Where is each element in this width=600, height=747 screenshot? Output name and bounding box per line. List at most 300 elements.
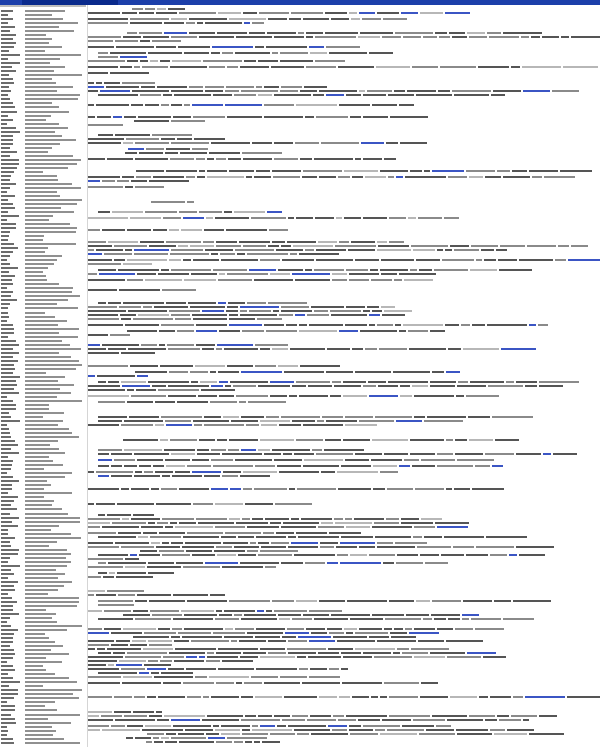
- text-word: [135, 371, 167, 373]
- tree-item-label: [1, 464, 12, 466]
- tree-item-label: [1, 336, 8, 338]
- text-word: [394, 90, 405, 92]
- text-line: [98, 651, 498, 654]
- text-line: [98, 400, 288, 403]
- text-word: [309, 676, 340, 678]
- text-word: [140, 40, 150, 42]
- text-word: [322, 416, 343, 418]
- text-word: [162, 554, 190, 556]
- text-word: [123, 263, 152, 265]
- tree-item-label: [1, 400, 13, 402]
- text-word: [130, 18, 169, 20]
- text-word: [140, 550, 157, 552]
- text-word: [272, 52, 278, 54]
- tree-item-detail: [25, 259, 57, 261]
- tree-item-label: [1, 167, 17, 169]
- text-word: [297, 733, 309, 735]
- text-word: [172, 475, 202, 477]
- tree-item-label: [1, 127, 16, 129]
- tree-item[interactable]: [0, 741, 86, 745]
- text-word: [102, 344, 139, 346]
- tree-item-label: [1, 175, 11, 177]
- text-line: [88, 157, 398, 160]
- text-word: [159, 550, 184, 552]
- text-word: [248, 401, 286, 403]
- text-word: [155, 424, 164, 426]
- text-word: [178, 632, 211, 634]
- text-word: [225, 104, 262, 106]
- tree-item-detail: [25, 336, 78, 338]
- text-word: [161, 488, 177, 490]
- text-word: [208, 737, 225, 739]
- text-word: [490, 696, 511, 698]
- text-word: [258, 385, 290, 387]
- text-word: [281, 310, 312, 312]
- text-word: [256, 628, 285, 630]
- text-word: [316, 249, 346, 251]
- text-word: [166, 241, 201, 243]
- tree-item-label: [1, 143, 13, 145]
- text-word: [207, 170, 227, 172]
- text-word: [319, 696, 337, 698]
- text-word: [191, 273, 217, 275]
- text-word: [268, 640, 286, 642]
- text-word: [411, 648, 449, 650]
- text-word: [289, 18, 301, 20]
- text-word: [342, 682, 382, 684]
- text-word: [88, 566, 123, 568]
- text-line: [88, 364, 342, 367]
- text-word: [161, 416, 202, 418]
- text-word: [268, 18, 287, 20]
- text-word: [229, 318, 255, 320]
- text-word: [527, 245, 556, 247]
- text-word: [187, 696, 201, 698]
- text-word: [151, 672, 159, 674]
- text-word: [161, 737, 169, 739]
- text-word: [88, 90, 98, 92]
- tree-item-label: [1, 577, 8, 579]
- text-word: [385, 618, 421, 620]
- text-word: [88, 279, 125, 281]
- tree-item-label: [1, 340, 16, 342]
- text-word: [405, 176, 446, 178]
- tree-item-label: [1, 364, 14, 366]
- text-word: [266, 416, 279, 418]
- text-word: [335, 522, 372, 524]
- text-word: [235, 459, 272, 461]
- tree-item-detail: [25, 593, 48, 595]
- text-word: [441, 554, 464, 556]
- text-word: [98, 449, 122, 451]
- text-word: [202, 348, 214, 350]
- text-word: [241, 719, 280, 721]
- text-word: [272, 600, 294, 602]
- text-word: [88, 245, 112, 247]
- text-word: [216, 741, 232, 743]
- text-word: [161, 269, 169, 271]
- main-text-pane[interactable]: [88, 5, 600, 747]
- tree-item-label: [1, 589, 15, 591]
- text-word: [454, 94, 489, 96]
- text-word: [88, 12, 120, 14]
- tree-item-label: [1, 267, 18, 269]
- tree-item-label: [1, 115, 8, 117]
- tree-item-label: [1, 537, 15, 539]
- text-word: [143, 306, 152, 308]
- tree-item-label: [1, 722, 16, 724]
- text-word: [470, 269, 497, 271]
- tree-item-label: [1, 561, 8, 563]
- text-word: [219, 395, 234, 397]
- text-word: [341, 536, 373, 538]
- text-line: [88, 141, 429, 144]
- text-line: [88, 714, 559, 717]
- text-line: [88, 557, 141, 560]
- text-word: [316, 259, 353, 261]
- text-word: [511, 66, 520, 68]
- text-word: [177, 138, 192, 140]
- text-word: [124, 465, 137, 467]
- text-word: [104, 253, 132, 255]
- text-word: [349, 12, 357, 14]
- text-word: [234, 546, 259, 548]
- text-word: [241, 618, 277, 620]
- text-word: [341, 652, 361, 654]
- text-word: [264, 453, 281, 455]
- text-word: [96, 82, 102, 84]
- tree-item-detail: [25, 139, 76, 141]
- text-word: [88, 668, 119, 670]
- text-word: [352, 176, 363, 178]
- tree-item-detail: [25, 496, 44, 498]
- text-word: [123, 676, 152, 678]
- text-word: [359, 628, 382, 630]
- tree-item-detail: [25, 340, 62, 342]
- text-word: [448, 348, 461, 350]
- text-line: [98, 268, 534, 271]
- tree-item-label: [1, 412, 9, 414]
- text-word: [242, 733, 268, 735]
- text-word: [390, 632, 407, 634]
- text-word: [122, 82, 155, 84]
- text-word: [523, 90, 550, 92]
- text-word: [312, 449, 322, 451]
- text-word: [268, 245, 279, 247]
- text-word: [542, 36, 559, 38]
- text-word: [375, 536, 411, 538]
- tree-item-label: [1, 448, 11, 450]
- text-word: [221, 259, 258, 261]
- text-word: [260, 648, 285, 650]
- text-word: [192, 459, 209, 461]
- text-word: [288, 640, 307, 642]
- text-word: [387, 729, 424, 731]
- text-word: [350, 733, 378, 735]
- text-word: [462, 614, 479, 616]
- text-word: [127, 60, 138, 62]
- text-word: [124, 116, 136, 118]
- text-word: [332, 273, 347, 275]
- text-word: [204, 416, 221, 418]
- text-word: [169, 310, 200, 312]
- tree-item-label: [1, 693, 18, 695]
- text-word: [457, 385, 486, 387]
- tree-item-detail: [25, 231, 76, 233]
- text-word: [412, 385, 428, 387]
- tree-item-label: [1, 705, 15, 707]
- text-word: [377, 249, 411, 251]
- text-word: [407, 90, 436, 92]
- text-word: [113, 116, 122, 118]
- text-word: [270, 522, 281, 524]
- text-word: [88, 503, 94, 505]
- text-word: [310, 52, 327, 54]
- text-word: [414, 416, 425, 418]
- text-word: [171, 719, 200, 721]
- text-word: [88, 36, 121, 38]
- text-line: [98, 55, 149, 58]
- text-word: [88, 82, 94, 84]
- tree-item-label: [1, 312, 8, 314]
- text-word: [161, 672, 193, 674]
- text-word: [145, 104, 159, 106]
- text-word: [227, 273, 268, 275]
- text-word: [214, 550, 245, 552]
- text-word: [284, 371, 324, 373]
- tree-item-detail: [25, 424, 58, 426]
- text-word: [150, 610, 179, 612]
- text-word: [131, 180, 147, 182]
- text-word: [240, 306, 279, 308]
- text-word: [228, 302, 245, 304]
- text-word: [282, 636, 296, 638]
- tree-item-detail: [25, 689, 82, 691]
- text-word: [226, 229, 267, 231]
- text-word: [179, 12, 216, 14]
- text-word: [414, 395, 454, 397]
- tree-item-detail: [25, 400, 82, 402]
- tree-item-label: [1, 585, 14, 587]
- text-word: [163, 656, 184, 658]
- tree-item-detail: [25, 239, 43, 241]
- text-line: [88, 525, 470, 528]
- text-word: [331, 314, 367, 316]
- text-word: [183, 536, 219, 538]
- text-word: [194, 138, 225, 140]
- text-word: [241, 90, 278, 92]
- text-word: [278, 365, 298, 367]
- text-line: [146, 740, 282, 743]
- text-word: [305, 249, 314, 251]
- text-word: [211, 488, 228, 490]
- text-line: [98, 535, 529, 538]
- tree-item-label: [1, 565, 20, 567]
- text-word: [108, 381, 119, 383]
- text-word: [224, 610, 255, 612]
- text-word: [98, 94, 138, 96]
- tree-item-label: [1, 291, 13, 293]
- text-word: [257, 318, 282, 320]
- text-word: [391, 636, 416, 638]
- text-word: [206, 733, 219, 735]
- tree-item-label: [1, 159, 19, 161]
- text-word: [507, 729, 534, 731]
- text-word: [280, 676, 307, 678]
- text-word: [296, 439, 323, 441]
- text-word: [143, 648, 173, 650]
- text-word: [153, 176, 184, 178]
- text-word: [163, 217, 181, 219]
- text-word: [296, 381, 330, 383]
- text-word: [265, 566, 276, 568]
- text-word: [204, 229, 224, 231]
- text-word: [437, 628, 453, 630]
- text-word: [162, 542, 169, 544]
- tree-item-label: [1, 428, 9, 430]
- text-word: [380, 170, 408, 172]
- text-word: [162, 518, 194, 520]
- left-tree-pane[interactable]: [0, 5, 86, 747]
- text-word: [202, 310, 224, 312]
- tree-item-label: [1, 352, 19, 354]
- text-word: [168, 395, 196, 397]
- text-word: [148, 562, 174, 564]
- text-word: [466, 395, 499, 397]
- text-line: [134, 119, 207, 122]
- text-word: [363, 158, 382, 160]
- tree-item-label: [1, 287, 7, 289]
- text-word: [205, 562, 238, 564]
- text-word: [160, 660, 172, 662]
- text-word: [380, 269, 408, 271]
- text-word: [97, 375, 135, 377]
- text-line: [88, 394, 501, 397]
- text-word: [110, 334, 130, 336]
- text-word: [274, 715, 290, 717]
- tree-item-detail: [25, 111, 69, 113]
- text-word: [254, 741, 260, 743]
- text-word: [243, 158, 272, 160]
- text-word: [231, 640, 237, 642]
- text-word: [145, 211, 177, 213]
- text-word: [373, 465, 397, 467]
- tree-item-label: [1, 416, 11, 418]
- text-word: [213, 632, 245, 634]
- text-word: [245, 715, 256, 717]
- text-word: [307, 314, 329, 316]
- text-word: [88, 289, 117, 291]
- text-word: [88, 352, 119, 354]
- tree-item-label: [1, 135, 13, 137]
- text-word: [154, 741, 163, 743]
- tree-item-label: [1, 179, 10, 181]
- tree-item-detail: [25, 324, 58, 326]
- text-word: [276, 532, 294, 534]
- text-word: [123, 628, 156, 630]
- tree-item-detail: [25, 307, 78, 309]
- text-line: [88, 724, 453, 727]
- tree-item-detail: [25, 726, 52, 728]
- text-word: [96, 471, 133, 473]
- text-word: [377, 324, 393, 326]
- text-word: [243, 471, 277, 473]
- tree-item-detail: [25, 448, 59, 450]
- text-word: [108, 348, 126, 350]
- text-word: [217, 554, 236, 556]
- text-word: [201, 389, 235, 391]
- text-word: [115, 719, 155, 721]
- text-word: [521, 36, 529, 38]
- text-word: [149, 245, 176, 247]
- tree-item-label: [1, 525, 18, 527]
- text-word: [125, 324, 159, 326]
- text-word: [229, 18, 266, 20]
- text-word: [177, 330, 194, 332]
- tree-item-detail: [25, 223, 70, 225]
- text-word: [241, 371, 282, 373]
- tree-item-label: [1, 223, 16, 225]
- text-word: [183, 259, 191, 261]
- text-word: [349, 273, 379, 275]
- text-word: [120, 66, 132, 68]
- text-word: [169, 652, 205, 654]
- tree-item-detail: [25, 151, 48, 153]
- text-word: [485, 453, 514, 455]
- text-word: [240, 314, 277, 316]
- text-word: [466, 170, 495, 172]
- tree-item-label: [1, 183, 16, 185]
- text-word: [377, 546, 415, 548]
- text-word: [149, 644, 172, 646]
- text-word: [193, 420, 229, 422]
- text-word: [237, 253, 245, 255]
- text-word: [135, 600, 147, 602]
- text-word: [320, 546, 334, 548]
- text-word: [409, 348, 446, 350]
- text-word: [251, 676, 278, 678]
- text-word: [219, 273, 225, 275]
- text-word: [134, 253, 168, 255]
- text-word: [216, 682, 234, 684]
- text-word: [386, 142, 398, 144]
- text-word: [258, 542, 269, 544]
- text-word: [179, 522, 196, 524]
- text-word: [450, 696, 477, 698]
- text-word: [133, 318, 173, 320]
- tree-item-label: [1, 396, 7, 398]
- text-word: [327, 348, 350, 350]
- tree-item-label: [1, 62, 20, 64]
- text-word: [472, 488, 504, 490]
- text-word: [216, 348, 222, 350]
- tree-item-detail: [25, 30, 74, 32]
- text-word: [326, 371, 353, 373]
- text-word: [430, 652, 465, 654]
- text-word: [236, 36, 272, 38]
- text-word: [127, 229, 151, 231]
- text-word: [111, 725, 125, 727]
- text-word: [163, 682, 181, 684]
- text-word: [376, 66, 410, 68]
- text-word: [97, 648, 105, 650]
- text-word: [273, 310, 279, 312]
- text-word: [350, 116, 361, 118]
- tree-item-label: [1, 235, 9, 237]
- text-word: [270, 381, 294, 383]
- text-word: [446, 488, 452, 490]
- text-word: [135, 142, 169, 144]
